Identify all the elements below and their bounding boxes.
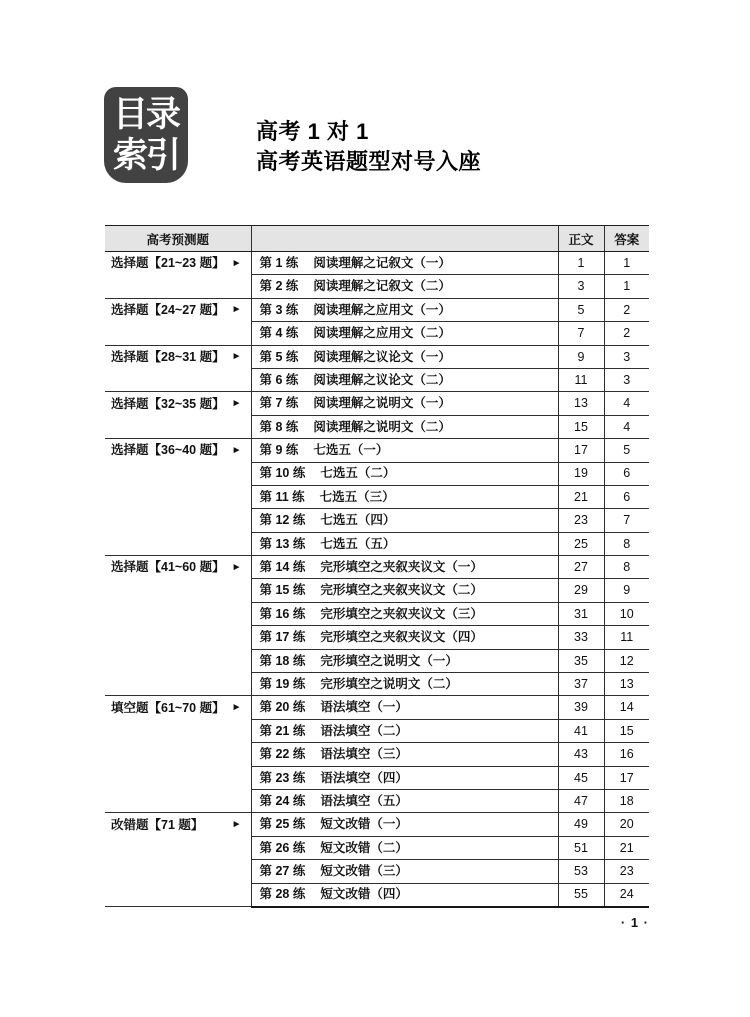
practice-title-cell: [251, 743, 558, 766]
practice-title: 阅读理解之说明文（二）: [313, 419, 451, 434]
category-label: 选择题【32~35 题】: [111, 396, 225, 411]
header-content: [251, 226, 558, 252]
category-cell: [105, 392, 251, 439]
text-page-number: 21: [558, 485, 604, 508]
practice-number: 第 11 练: [259, 489, 305, 504]
practice-title: 阅读理解之记叙文（一）: [313, 255, 451, 270]
category-cell: [105, 252, 251, 299]
practice-title-cell: [251, 789, 558, 812]
practice-number: 第 5 练: [259, 349, 299, 364]
answer-page-number: 4: [604, 415, 649, 438]
text-page-number: 19: [558, 462, 604, 485]
practice-title-cell: [251, 509, 558, 532]
practice-title-cell: [251, 673, 558, 696]
category-label: 选择题【41~60 题】: [111, 560, 225, 575]
category-wrap: [105, 252, 251, 275]
category-wrap: [105, 346, 251, 369]
practice-title-cell: [251, 415, 558, 438]
text-page-number: 29: [558, 579, 604, 602]
category-wrap: [105, 813, 251, 836]
text-page-number: 43: [558, 743, 604, 766]
text-page-number: 15: [558, 415, 604, 438]
text-page-number: 55: [558, 883, 604, 907]
text-page-number: 37: [558, 673, 604, 696]
category-wrap: [105, 299, 251, 322]
text-page-number: 13: [558, 392, 604, 415]
practice-number: 第 26 练: [259, 840, 306, 855]
practice-title-cell: [251, 860, 558, 883]
practice-title-cell: [251, 275, 558, 298]
practice-number: 第 4 练: [259, 326, 299, 341]
practice-title: 语法填空（五）: [320, 793, 408, 808]
badge-line2: 索引: [112, 136, 179, 175]
practice-title-cell: [251, 883, 558, 907]
category-cell: [105, 298, 251, 345]
toc-index-badge: [104, 87, 188, 183]
category-label: 选择题【28~31 题】: [111, 349, 225, 364]
answer-page-number: 14: [604, 696, 649, 719]
practice-title: 短文改错（二）: [320, 840, 408, 855]
text-page-number: 35: [558, 649, 604, 672]
answer-page-number: 23: [604, 860, 649, 883]
practice-title-cell: [251, 626, 558, 649]
practice-title-cell: [251, 766, 558, 789]
answer-page-number: 20: [604, 813, 649, 836]
practice-number: 第 15 练: [259, 583, 306, 598]
answer-page-number: 1: [604, 252, 649, 275]
table-header-row: [105, 226, 649, 252]
text-page-number: 17: [558, 439, 604, 462]
table-row: [105, 298, 649, 321]
answer-page-number: 8: [604, 532, 649, 555]
answer-page-number: 17: [604, 766, 649, 789]
text-page-number: 31: [558, 602, 604, 625]
answer-page-number: 15: [604, 719, 649, 742]
page-title: [256, 117, 481, 177]
table-row: [105, 813, 649, 836]
practice-title-cell: [251, 368, 558, 391]
practice-title-cell: [251, 579, 558, 602]
practice-title-cell: [251, 556, 558, 579]
practice-title: 完形填空之夹叙夹议文（一）: [320, 560, 483, 575]
practice-number: 第 18 练: [259, 653, 306, 668]
practice-title-cell: [251, 439, 558, 462]
practice-number: 第 14 练: [259, 560, 306, 575]
text-page-number: 27: [558, 556, 604, 579]
practice-title-cell: [251, 322, 558, 345]
arrow-right-icon: ►: [231, 561, 242, 573]
text-page-number: 1: [558, 252, 604, 275]
arrow-right-icon: ►: [231, 351, 242, 363]
answer-page-number: 2: [604, 322, 649, 345]
badge-line1: 目录: [112, 95, 179, 134]
category-wrap: [105, 556, 251, 579]
category-label: 选择题【24~27 题】: [111, 303, 225, 318]
page-title-line2: 高考英语题型对号入座: [256, 149, 482, 174]
text-page-number: 5: [558, 298, 604, 321]
practice-number: 第 23 练: [259, 770, 306, 785]
practice-number: 第 6 练: [259, 372, 299, 387]
category-wrap: [105, 392, 251, 415]
practice-number: 第 22 练: [259, 747, 306, 762]
answer-page-number: 13: [604, 673, 649, 696]
practice-title: 短文改错（一）: [320, 817, 408, 832]
practice-title-cell: [251, 649, 558, 672]
practice-title: 语法填空（二）: [320, 723, 408, 738]
category-label: 改错题【71 题】: [111, 817, 204, 832]
arrow-right-icon: ►: [231, 397, 242, 409]
practice-title-cell: [251, 602, 558, 625]
practice-title: 阅读理解之应用文（一）: [313, 302, 451, 317]
category-wrap: [105, 696, 251, 719]
toc-table: [105, 225, 649, 908]
category-wrap: [105, 439, 251, 462]
practice-title-cell: [251, 532, 558, 555]
practice-number: 第 21 练: [259, 723, 306, 738]
text-page-number: 47: [558, 789, 604, 812]
answer-page-number: 9: [604, 579, 649, 602]
table-row: [105, 252, 649, 275]
answer-page-number: 16: [604, 743, 649, 766]
text-page-number: 23: [558, 509, 604, 532]
text-page-number: 7: [558, 322, 604, 345]
practice-number: 第 13 练: [259, 536, 306, 551]
table-row: [105, 696, 649, 719]
practice-title: 七选五（三）: [319, 489, 395, 504]
answer-page-number: 2: [604, 298, 649, 321]
practice-number: 第 27 练: [259, 864, 306, 879]
practice-title: 完形填空之夹叙夹议文（四）: [320, 630, 483, 645]
practice-title: 七选五（一）: [313, 443, 389, 458]
text-page-number: 25: [558, 532, 604, 555]
table-row: [105, 345, 649, 368]
answer-page-number: 6: [604, 485, 649, 508]
category-label: 选择题【21~23 题】: [111, 256, 225, 271]
text-page-number: 53: [558, 860, 604, 883]
page-number: · 1 ·: [620, 915, 649, 930]
text-page-number: 41: [558, 719, 604, 742]
answer-page-number: 11: [604, 626, 649, 649]
practice-title: 完形填空之夹叙夹议文（二）: [320, 583, 483, 598]
text-page-number: 45: [558, 766, 604, 789]
practice-title-cell: [251, 298, 558, 321]
text-page-number: 3: [558, 275, 604, 298]
category-cell: [105, 345, 251, 392]
practice-number: 第 25 练: [259, 817, 306, 832]
text-page-number: 11: [558, 368, 604, 391]
practice-number: 第 7 练: [259, 396, 299, 411]
practice-title: 完形填空之说明文（二）: [320, 676, 458, 691]
answer-page-number: 3: [604, 345, 649, 368]
practice-number: 第 28 练: [259, 887, 306, 902]
practice-title-cell: [251, 719, 558, 742]
practice-title: 语法填空（四）: [320, 770, 408, 785]
practice-title: 七选五（四）: [320, 513, 396, 528]
practice-title: 阅读理解之说明文（一）: [313, 396, 451, 411]
table-row: [105, 439, 649, 462]
practice-title-cell: [251, 345, 558, 368]
practice-number: 第 9 练: [259, 443, 299, 458]
category-cell: [105, 439, 251, 556]
arrow-right-icon: ►: [231, 257, 242, 269]
answer-page-number: 1: [604, 275, 649, 298]
text-page-number: 9: [558, 345, 604, 368]
practice-number: 第 17 练: [259, 630, 306, 645]
practice-number: 第 1 练: [259, 255, 299, 270]
answer-page-number: 18: [604, 789, 649, 812]
practice-number: 第 16 练: [259, 606, 306, 621]
practice-number: 第 10 练: [259, 466, 306, 481]
practice-number: 第 24 练: [259, 793, 306, 808]
practice-title: 阅读理解之议论文（一）: [313, 349, 451, 364]
category-cell: [105, 556, 251, 696]
practice-number: 第 2 练: [259, 279, 299, 294]
practice-title: 语法填空（三）: [320, 747, 408, 762]
text-page-number: 39: [558, 696, 604, 719]
practice-title-cell: [251, 813, 558, 836]
category-cell: [105, 696, 251, 813]
answer-page-number: 6: [604, 462, 649, 485]
text-page-number: 49: [558, 813, 604, 836]
category-label: 选择题【36~40 题】: [111, 443, 225, 458]
answer-page-number: 8: [604, 556, 649, 579]
text-page-number: 51: [558, 836, 604, 859]
practice-title: 语法填空（一）: [320, 700, 408, 715]
practice-title: 阅读理解之应用文（二）: [313, 326, 451, 341]
practice-title-cell: [251, 485, 558, 508]
practice-title: 七选五（五）: [320, 536, 396, 551]
table-row: [105, 556, 649, 579]
practice-title: 完形填空之说明文（一）: [320, 653, 458, 668]
practice-title: 短文改错（三）: [320, 864, 408, 879]
arrow-right-icon: ►: [231, 444, 242, 456]
practice-title: 短文改错（四）: [320, 887, 408, 902]
page-title-line1: 高考 1 对 1: [256, 119, 369, 144]
answer-page-number: 24: [604, 883, 649, 907]
answer-page-number: 5: [604, 439, 649, 462]
practice-title-cell: [251, 836, 558, 859]
practice-title: 阅读理解之议论文（二）: [313, 372, 451, 387]
category-label: 填空题【61~70 题】: [111, 700, 225, 715]
arrow-right-icon: ►: [231, 818, 242, 830]
header-answer-page: 答案: [604, 226, 649, 252]
practice-number: 第 19 练: [259, 676, 306, 691]
practice-title-cell: [251, 392, 558, 415]
practice-title: 七选五（二）: [320, 466, 396, 481]
category-cell: [105, 813, 251, 907]
practice-title-cell: [251, 252, 558, 275]
header-category: 高考预测题: [105, 226, 251, 252]
answer-page-number: 4: [604, 392, 649, 415]
answer-page-number: 7: [604, 509, 649, 532]
practice-title-cell: [251, 462, 558, 485]
practice-number: 第 12 练: [259, 513, 306, 528]
arrow-right-icon: ►: [231, 701, 242, 713]
practice-number: 第 20 练: [259, 700, 306, 715]
table-row: [105, 392, 649, 415]
practice-number: 第 8 练: [259, 419, 299, 434]
practice-title: 阅读理解之记叙文（二）: [313, 279, 451, 294]
practice-number: 第 3 练: [259, 302, 299, 317]
answer-page-number: 3: [604, 368, 649, 391]
practice-title-cell: [251, 696, 558, 719]
header-text-page: 正文: [558, 226, 604, 252]
arrow-right-icon: ►: [231, 304, 242, 316]
practice-title: 完形填空之夹叙夹议文（三）: [320, 606, 483, 621]
answer-page-number: 10: [604, 602, 649, 625]
answer-page-number: 21: [604, 836, 649, 859]
answer-page-number: 12: [604, 649, 649, 672]
text-page-number: 33: [558, 626, 604, 649]
